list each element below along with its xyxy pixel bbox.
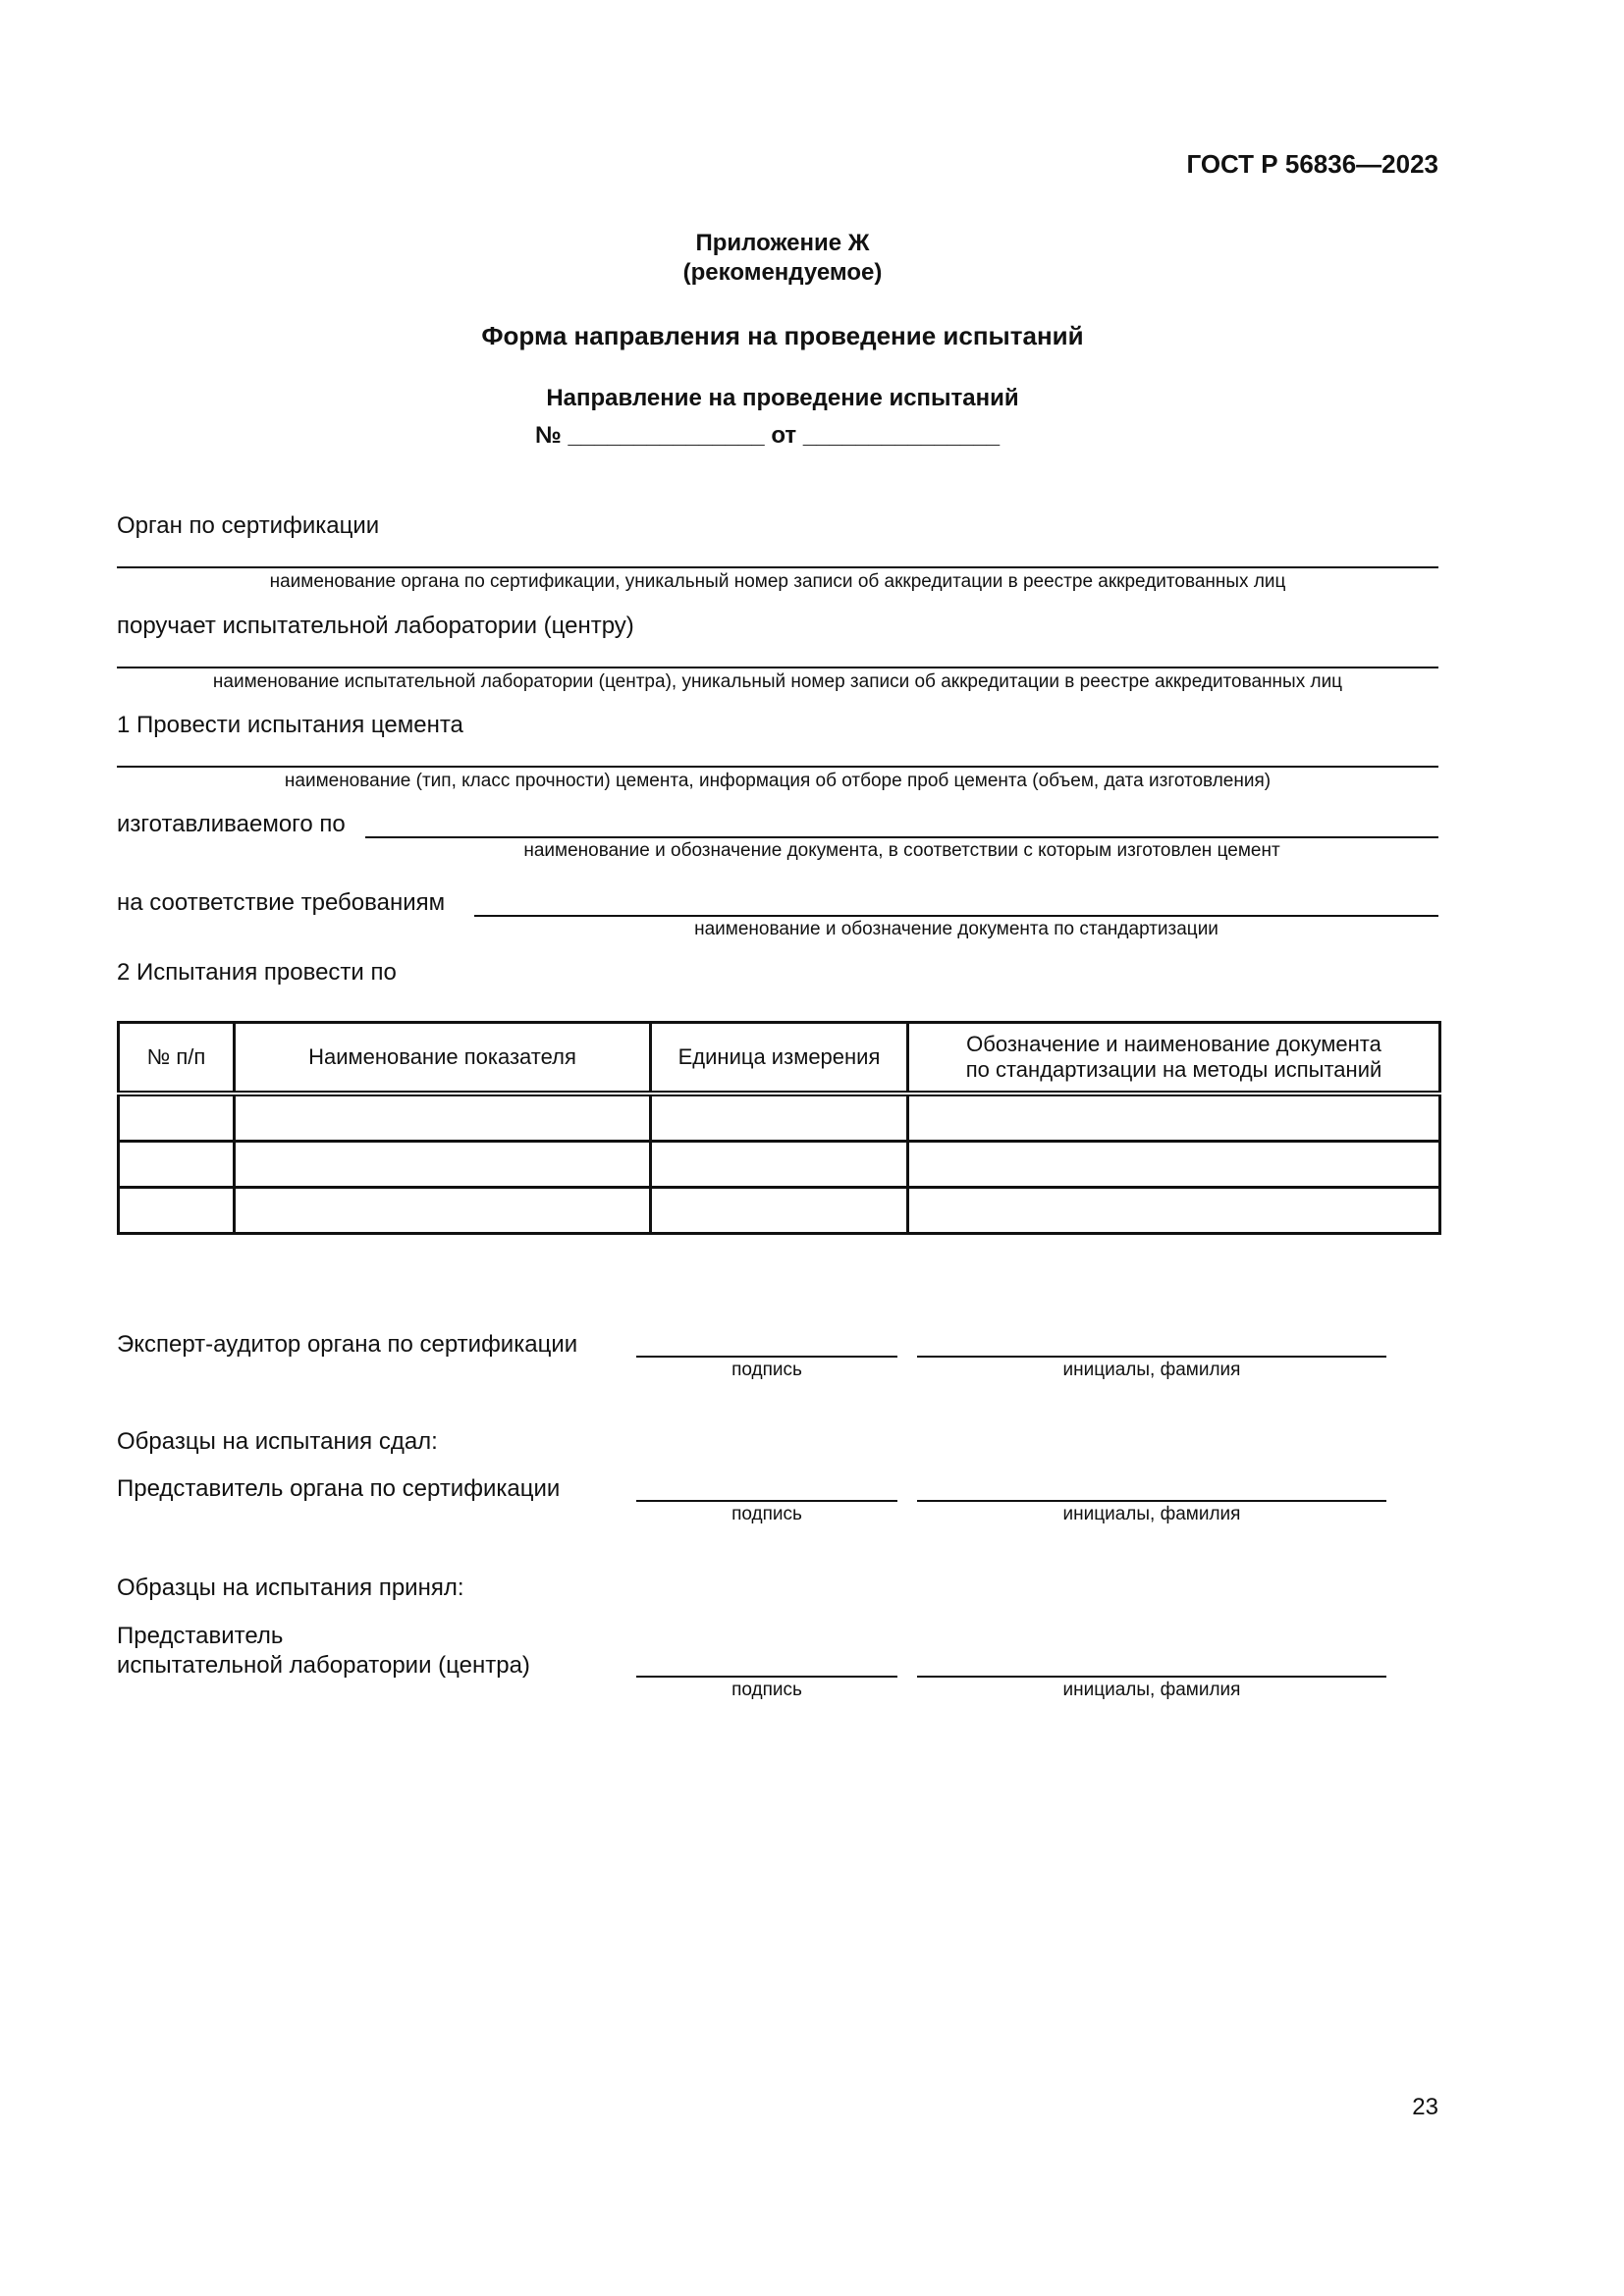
lab-rep-signature-field[interactable] — [636, 1676, 897, 1678]
expert-label: Эксперт-аудитор органа по сертификации — [117, 1331, 578, 1358]
cert-rep-signature-caption: подпись — [731, 1504, 802, 1524]
table-cell[interactable] — [119, 1188, 235, 1234]
certification-body-label: Орган по сертификации — [117, 512, 380, 539]
table-row — [119, 1094, 1440, 1142]
table-cell[interactable] — [119, 1142, 235, 1188]
header-number: № п/п — [119, 1023, 235, 1095]
laboratory-field[interactable] — [117, 667, 1438, 668]
table-cell[interactable] — [651, 1142, 908, 1188]
document-number-line — [535, 422, 1000, 450]
lab-rep-label-line2: испытательной лаборатории (центра) — [117, 1652, 530, 1679]
number-label: № — [535, 422, 562, 449]
number-field[interactable]: _______________ — [568, 422, 765, 449]
table-cell[interactable] — [235, 1094, 651, 1142]
header-indicator: Наименование показателя — [235, 1023, 651, 1095]
submitted-heading: Образцы на испытания сдал: — [117, 1428, 438, 1455]
cement-field[interactable] — [117, 766, 1438, 768]
table-cell[interactable] — [651, 1094, 908, 1142]
expert-name-caption: инициалы, фамилия — [1062, 1360, 1241, 1380]
appendix-title: Приложение Ж — [695, 230, 870, 256]
expert-name-field[interactable] — [917, 1356, 1386, 1358]
expert-signature-caption: подпись — [731, 1360, 802, 1380]
requirements-field[interactable] — [474, 915, 1438, 917]
standard-code: ГОСТ Р 56836—2023 — [1186, 149, 1438, 179]
accepted-heading: Образцы на испытания принял: — [117, 1575, 464, 1601]
date-field[interactable]: _______________ — [802, 422, 1001, 449]
table-cell[interactable] — [651, 1188, 908, 1234]
table-cell[interactable] — [235, 1188, 651, 1234]
certification-body-field[interactable] — [117, 566, 1438, 568]
document-title: Направление на проведение испытаний — [546, 385, 1019, 411]
tests-table — [117, 1021, 1441, 1235]
appendix-status: (рекомендуемое) — [682, 259, 883, 286]
lab-rep-name-caption: инициалы, фамилия — [1062, 1680, 1241, 1700]
page-number: 23 — [1412, 2094, 1438, 2120]
tests-by-label: 2 Испытания провести по — [117, 959, 397, 986]
table-row — [119, 1188, 1440, 1234]
table-cell[interactable] — [908, 1094, 1440, 1142]
cert-rep-label: Представитель органа по сертификации — [117, 1475, 561, 1502]
lab-rep-signature-caption: подпись — [731, 1680, 802, 1700]
laboratory-label: поручает испытательной лаборатории (центру) — [117, 613, 634, 639]
header-unit: Единица измерения — [651, 1023, 908, 1095]
header-method-line2: по стандартизации на методы испытаний — [965, 1057, 1382, 1082]
cert-rep-name-caption: инициалы, фамилия — [1062, 1504, 1241, 1524]
table-header-row — [119, 1023, 1440, 1095]
manufactured-by-label: изготавливаемого по — [117, 811, 346, 837]
header-method-document — [908, 1023, 1440, 1095]
manufactured-by-caption: наименование и обозначение документа, в соответствии с которым изготовлен цемент — [523, 840, 1280, 861]
form-title: Форма направления на проведение испытаний — [481, 321, 1084, 350]
table-cell[interactable] — [908, 1142, 1440, 1188]
laboratory-caption: наименование испытательной лаборатории (центра), уникальный номер записи об аккредитации в реестре аккредитованных лиц — [212, 671, 1343, 692]
cement-label: 1 Провести испытания цемента — [117, 712, 463, 738]
certification-body-caption: наименование органа по сертификации, уникальный номер записи об аккредитации в реестре аккредитованных лиц — [269, 571, 1286, 592]
lab-rep-name-field[interactable] — [917, 1676, 1386, 1678]
requirements-label: на соответствие требованиям — [117, 889, 446, 916]
from-label: от — [771, 422, 797, 449]
expert-signature-field[interactable] — [636, 1356, 897, 1358]
cement-caption: наименование (тип, класс прочности) цемента, информация об отборе проб цемента (объем, дата изготовления) — [284, 771, 1272, 791]
manufactured-by-field[interactable] — [365, 836, 1438, 838]
table-cell[interactable] — [119, 1094, 235, 1142]
table-cell[interactable] — [908, 1188, 1440, 1234]
header-method-line1: Обозначение и наименование документа — [966, 1032, 1381, 1056]
table-row — [119, 1142, 1440, 1188]
cert-rep-name-field[interactable] — [917, 1500, 1386, 1502]
lab-rep-label-line1: Представитель — [117, 1623, 284, 1649]
table-cell[interactable] — [235, 1142, 651, 1188]
requirements-caption: наименование и обозначение документа по стандартизации — [694, 919, 1218, 939]
cert-rep-signature-field[interactable] — [636, 1500, 897, 1502]
